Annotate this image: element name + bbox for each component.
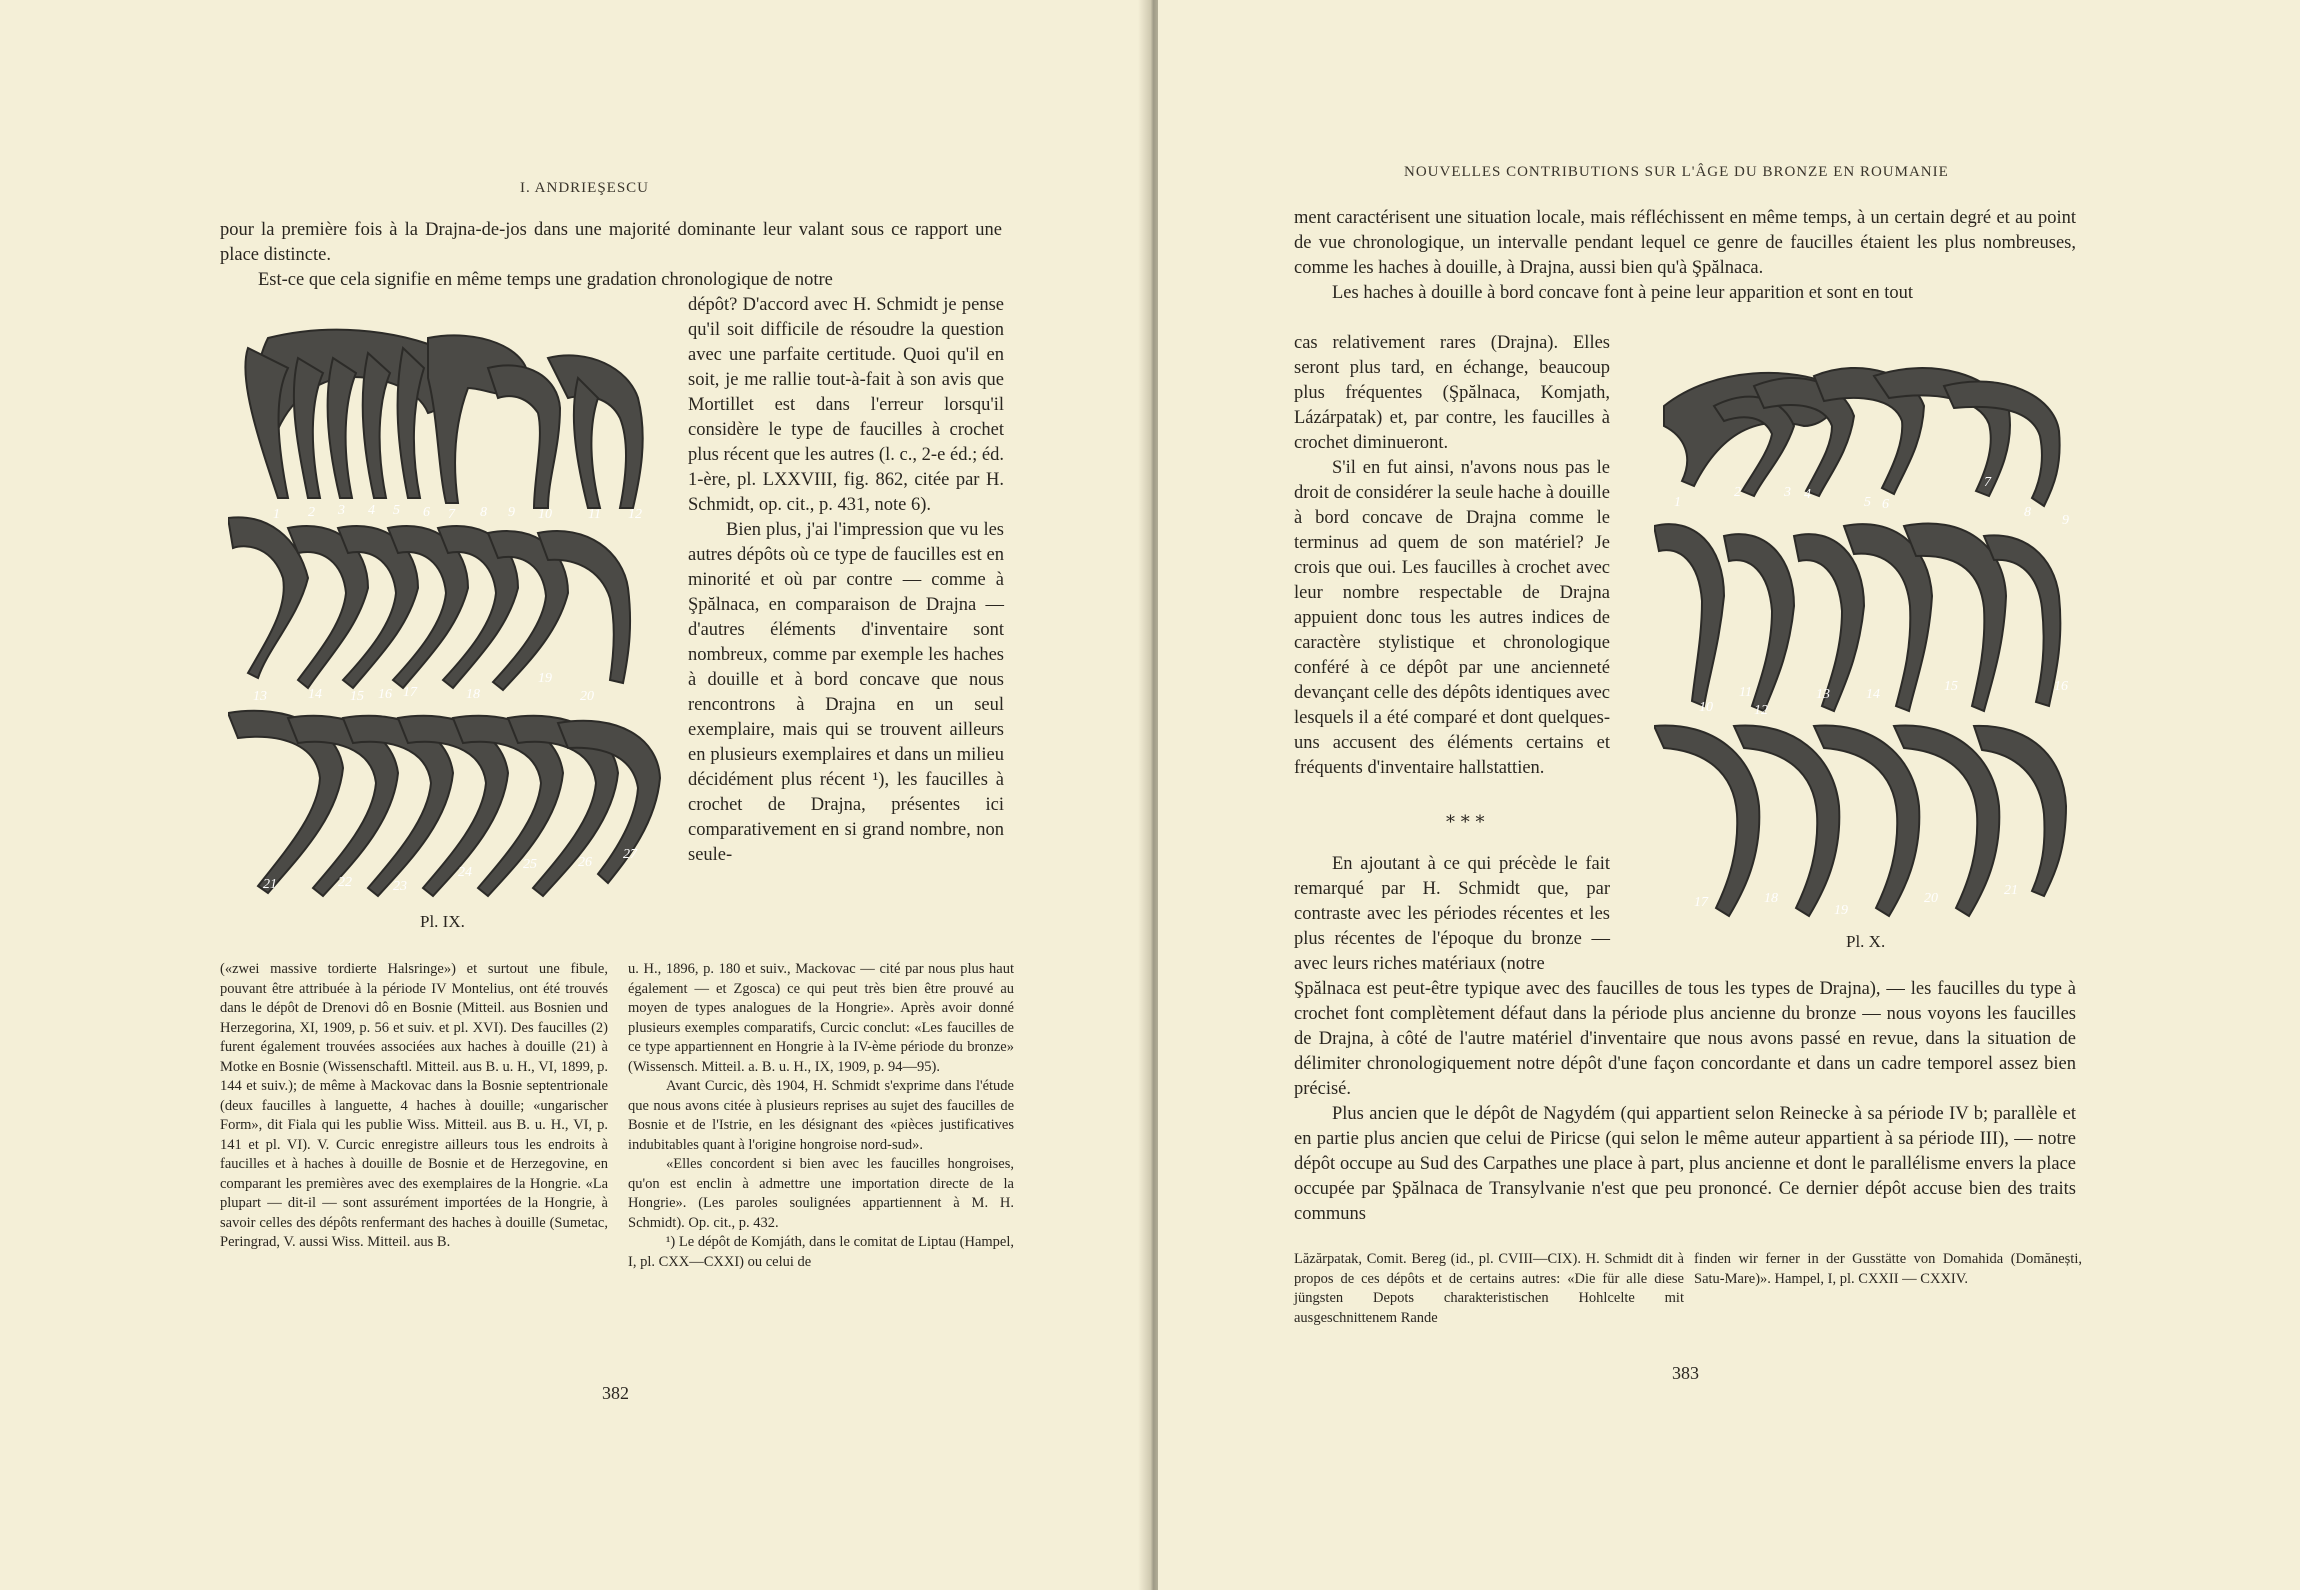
sickle-drawings-plate-ix: [228, 318, 668, 908]
plate-x-label-7: 7: [1984, 475, 1991, 490]
plate-x-label-12: 12: [1754, 703, 1768, 718]
plate-ix-label-11: 11: [588, 507, 601, 522]
plate-ix-label-25: 25: [523, 857, 537, 872]
plate-ix-label-16: 16: [378, 687, 392, 702]
left-paragraph-1: [220, 218, 1002, 293]
plate-ix-label-18: 18: [466, 687, 480, 702]
plate-x-label-21: 21: [2004, 883, 2018, 898]
left-note-col2c-text: «Elles concordent si bien avec les faucilles hongroises, qu'on est enclin à admettre une importation directe de la Hongrie». (Les paroles soulignées appartiennent à M. H. Schmidt). Op. cit., p. 432.: [628, 1156, 1014, 1231]
plate-ix-label-10: 10: [538, 507, 552, 522]
page-number-right: 383: [1672, 1363, 1699, 1383]
sickle-drawings-plate-x: [1654, 346, 2084, 926]
plate-x-label-2: 2: [1734, 485, 1741, 500]
plate-x-label-19: 19: [1834, 903, 1848, 918]
left-note-col1-text: («zwei massive tordierte Halsringe») et surtout une fibule, pouvant être attribuée à la période IV Montelius, ont été trouvés dans le dépôt de Drenovi dô en Bosnie (Mitteil. aus Bosnien und Herzegorina, XI, 1909, p. 56 et suiv. et pl. XVI). Des faucilles (2) furent également trouvées associées aux haches à douille (21) à Motke en Bosnie (Wissenschaftl. Mitteil. aus B. u. H., VI, 1899, p. 144 et suiv.); de même à Mackovac dans la Bosnie septentrionale (deux faucilles à languette, 4 haches à douille; «ungarischer Form», dit Fiala qui les publie Wiss. Mitteil. aus B. u. H., VI, p. 141 et pl. VI). V. Curcic enregistre ailleurs tous les endroits à faucilles et à haches à douille de Bosnie et de Herzegovine, en comparant les premières avec des exemplaires de la Hongrie. «La plupart — dit-il — sont assurément importées de la Hongrie, à savoir celles des dépôts renfermant des haches à douille (Sumetac, Peringrad, V. aussi Wiss. Mitteil. aus B.: [220, 961, 608, 1250]
right-footnote-col2: [1694, 1250, 2082, 1289]
plate-x-label-16: 16: [2054, 679, 2068, 694]
plate-ix-row-2: [228, 517, 630, 704]
left-note-col2d-text: ¹) Le dépôt de Komjáth, dans le comitat de Liptau (Hampel, I, pl. CXX—CXXI) ou celui de: [628, 1234, 1014, 1270]
plate-x-label-18: 18: [1764, 891, 1778, 906]
section-break-stars: * * *: [1446, 812, 1485, 833]
left-narrow-column: [688, 293, 1004, 868]
plate-ix-label-24: 24: [458, 865, 472, 880]
right-narrow-column-2: [1294, 852, 1610, 977]
plate-x-caption: Pl. X.: [1846, 932, 1886, 951]
right-note-col2-text: finden wir ferner in der Gusstätte von Domahida (Domănești, Satu-Mare)». Hampel, I, pl. CXXII — CXXIV.: [1694, 1251, 2082, 1287]
running-head-left: I. ANDRIEŞESCU: [520, 180, 650, 196]
plate-ix-caption: Pl. IX.: [420, 912, 465, 931]
plate-ix-label-17: 17: [403, 685, 417, 700]
right-narrow-column: [1294, 331, 1610, 781]
left-note-col2b-text: Avant Curcic, dès 1904, H. Schmidt s'exprime dans l'étude que nous avons citée à plusieurs reprises au sujet des faucilles de Bosnie et de l'Istrie, en les désignant des «pièces justificatives indubitables quant à l'origine hongroise nord-sud».: [628, 1078, 1014, 1153]
plate-ix-label-21: 21: [263, 877, 277, 892]
plate-ix-row-1: [245, 330, 642, 522]
right-p5-text: Plus ancien que le dépôt de Nagydém (qui appartient selon Reinecke à sa période IV b; parallèle et en partie plus ancien que celui de Piricse (qui selon le même auteur appartient à sa période III), — notre dépôt occupe au Sud des Carpathes une place à part, plus ancienne et dont le parallélisme envers la place occupée par Şpălnaca de Transylvanie n'est que peu prononcé. Ce dernier dépôt accuse bien des traits communs: [1294, 1104, 2076, 1224]
plate-x-label-20: 20: [1924, 891, 1938, 906]
plate-x-row-3: [1654, 726, 2066, 918]
plate-ix-label-23: 23: [393, 879, 407, 894]
plate-ix-label-22: 22: [338, 875, 352, 890]
plate-ix-label-15: 15: [350, 689, 364, 704]
right-full-column: [1294, 977, 2076, 1227]
plate-x-label-6: 6: [1882, 497, 1889, 512]
plate-x-label-17: 17: [1694, 895, 1708, 910]
plate-ix-label-8: 8: [480, 505, 487, 520]
plate-x-label-13: 13: [1816, 687, 1830, 702]
right-p4-full-text: Şpălnaca est peut-être typique avec des faucilles de tous les types de Drajna), — les faucilles du type à crochet font complètement défaut dans la période plus ancienne du bronze — nous voyons les faucilles de Drajna, à côté de l'autre matériel d'inventaire que nous avons passé en revue, dans la situation de délimiter chronologiquement notre dépôt d'une façon concordante et dans un cadre temporel assez bien précisé.: [1294, 979, 2076, 1099]
plate-ix-label-7: 7: [448, 507, 455, 522]
plate-x-label-1: 1: [1674, 495, 1681, 510]
plate-x-row-1: [1664, 368, 2069, 528]
right-note-col1-text: Lăzărpatak, Comit. Bereg (id., pl. CVIII—CIX). H. Schmidt dit à propos de ces dépôts et de certains autres: «Die für alle diese jüngsten Depots charakteristischen Hohlcelte mit ausgeschnittenem Rande: [1294, 1251, 1684, 1326]
plate-ix-label-20: 20: [580, 689, 594, 704]
right-paragraph-1: [1294, 206, 2076, 306]
left-footnote-col1: [220, 960, 608, 1253]
plate-ix-label-27: 27: [623, 847, 637, 862]
plate-ix-figure: [228, 318, 668, 908]
plate-x-label-11: 11: [1739, 685, 1752, 700]
plate-ix-label-1: 1: [273, 507, 280, 522]
plate-x-label-15: 15: [1944, 679, 1958, 694]
plate-ix-label-14: 14: [308, 687, 322, 702]
plate-ix-label-5: 5: [393, 503, 400, 518]
plate-x-row-2: [1654, 523, 2068, 718]
plate-ix-label-12: 12: [628, 507, 642, 522]
right-p1-text: ment caractérisent une situation locale, mais réfléchissent en même temps, à un certain degré et au point de vue chronologique, un intervalle pendant lequel ce genre de faucilles étaient les plus nombreuses, comme les haches à douille, à Drajna, aussi bien qu'à Şpălnaca.: [1294, 208, 2076, 278]
plate-ix-label-9: 9: [508, 505, 515, 520]
plate-ix-row-3: [228, 711, 660, 896]
right-page: [1158, 0, 2300, 1590]
plate-ix-label-3: 3: [338, 503, 345, 518]
plate-x-label-3: 3: [1784, 485, 1791, 500]
plate-x-label-10: 10: [1699, 700, 1713, 715]
left-p3-narrow-text: Bien plus, j'ai l'impression que vu les autres dépôts où ce type de faucilles est en minorité et où par contre — comme à Şpălnaca, en comparaison de Drajna — d'autres éléments d'inventaire sont nombreux, comme par exemple les haches à douille et à bord concave que nous rencontrons à Drajna en un seul exemplaire, mais qui se trouvent ailleurs en plusieurs exemplaires et dans un milieu décidément plus récent ¹), les faucilles à crochet de Drajna, présentes ici comparativement en si grand nombre, non seule-: [688, 520, 1004, 865]
left-footnote-col2: [628, 960, 1014, 1272]
plate-x-label-8: 8: [2024, 505, 2031, 520]
right-p2-full-text: Les haches à douille à bord concave font à peine leur apparition et sont en tout: [1332, 283, 1913, 303]
plate-ix-label-2: 2: [308, 505, 315, 520]
plate-x-figure: [1654, 346, 2084, 926]
right-p3-narrow-text: S'il en fut ainsi, n'avons nous pas le droit de considérer la seule hache à douille à bord concave de Drajna comme le terminus ad quem de son matériel? Je crois que oui. Les faucilles à crochet avec leur nombre respectable de Drajna appuient donc tous les autres indices de caractère stylistique et chronologique conféré à ce dépôt par une ancienneté devançant celle des dépôts identiques avec lesquels il a été comparé et dont quelques-uns accusent des éléments certains et fréquents d'inventaire hallstattien.: [1294, 458, 1610, 778]
right-footnote-col1: [1294, 1250, 1684, 1328]
plate-ix-label-6: 6: [423, 505, 430, 520]
running-head-right: NOUVELLES CONTRIBUTIONS SUR L'ÂGE DU BRONZE EN ROUMANIE: [1404, 164, 1949, 180]
plate-ix-label-4: 4: [368, 503, 375, 518]
left-note-col2-text: u. H., 1896, p. 180 et suiv., Mackovac — cité par nous plus haut également — et Zgosca) ce qui peut très bien être prouvé au moyen de types analogues de la Hongrie». Après avoir donné plusieurs exemples comparatifs, Curcic conclut: «Les faucilles de ce type appartiennent en Hongrie à la IV-ème période du bronze» (Wissensch. Mitteil. a. B. u. H., IX, 1909, p. 94—95).: [628, 961, 1014, 1075]
plate-ix-label-19: 19: [538, 671, 552, 686]
right-p2-narrow-text: cas relativement rares (Drajna). Elles seront plus tard, en échange, beaucoup plus fréquentes (Şpălnaca, Komjath, Lázárpatak) et, par contre, les faucilles à crochet diminueront.: [1294, 333, 1610, 453]
plate-ix-label-13: 13: [253, 689, 267, 704]
left-p1-text: pour la première fois à la Drajna-de-jos dans une majorité dominante leur valant sous ce rapport une place distincte.: [220, 220, 1002, 265]
page-number-left: 382: [602, 1383, 629, 1403]
left-p2-narrow-text: dépôt? D'accord avec H. Schmidt je pense qu'il soit difficile de résoudre la question avec une parfaite certitude. Quoi qu'il en soit, je me rallie tout-à-fait à son avis que Mortillet est dans l'erreur lorsqu'il considère le type de faucilles à crochet plus récent que les autres (l. c., 2-e éd.; éd. 1-ère, pl. LXXVIII, fig. 862, citée par H. Schmidt, op. cit., p. 431, note 6).: [688, 295, 1004, 515]
plate-x-label-9: 9: [2062, 513, 2069, 528]
plate-x-label-5: 5: [1864, 495, 1871, 510]
right-p4-narrow-text: En ajoutant à ce qui précède le fait remarqué par H. Schmidt que, par contraste avec les périodes récentes et les plus récentes de l'époque du bronze — avec leurs riches matériaux (notre: [1294, 854, 1610, 974]
plate-x-label-4: 4: [1804, 487, 1811, 502]
left-p2-full-text: Est-ce que cela signifie en même temps une gradation chronologique de notre: [258, 270, 833, 290]
plate-x-label-14: 14: [1866, 687, 1880, 702]
plate-ix-label-26: 26: [578, 855, 592, 870]
